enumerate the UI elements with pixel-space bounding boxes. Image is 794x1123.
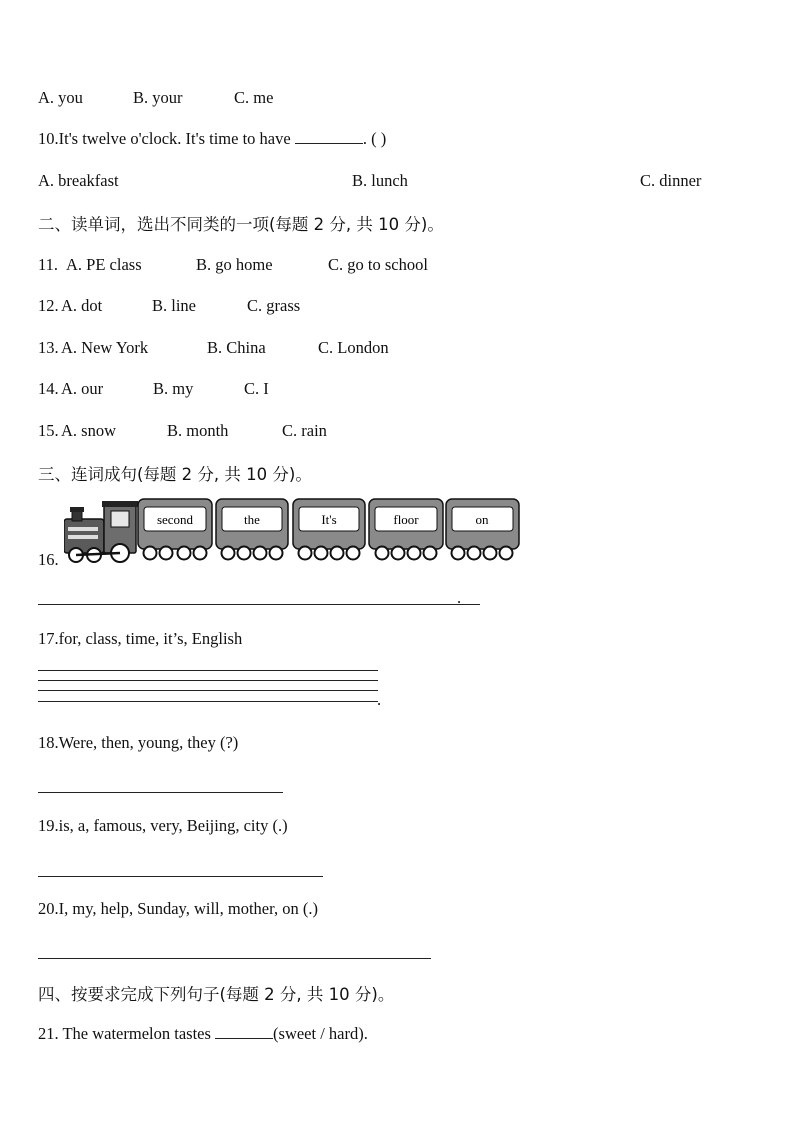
q13-option-c: C. London — [318, 338, 389, 357]
train-illustration — [64, 495, 526, 565]
q17-answer-line-4[interactable] — [38, 701, 378, 702]
q14-option-a: A. our — [61, 379, 104, 398]
q12-option-c: C. grass — [247, 296, 301, 315]
q16-answer-line[interactable] — [38, 604, 480, 605]
q21-stem-end: (sweet / hard). — [273, 1024, 368, 1043]
q10-option-b: B. lunch — [352, 171, 408, 190]
q18-prompt: 18.Were, then, young, they (?) — [38, 733, 239, 752]
q11-number: 11. — [38, 255, 59, 274]
carriage-3 — [293, 499, 365, 560]
q19-answer-line[interactable] — [38, 876, 323, 877]
train-word-1: second — [156, 512, 194, 527]
q21-blank[interactable] — [215, 1038, 273, 1039]
q12-option-b: B. line — [152, 296, 196, 315]
q15-option-c: C. rain — [282, 421, 327, 440]
q17-answer-line-3[interactable] — [38, 690, 378, 691]
q9-option-a: A. you — [38, 88, 83, 107]
q15-number: 15. — [38, 421, 59, 440]
train-word-3: It's — [321, 512, 337, 527]
q9-option-b: B. your — [133, 88, 183, 107]
q15-option-b: B. month — [167, 421, 229, 440]
q10-option-c: C. dinner — [640, 171, 702, 190]
q13-option-a: A. New York — [61, 338, 149, 357]
train-word-2: the — [244, 512, 260, 527]
q19-prompt: 19.is, a, famous, very, Beijing, city (.) — [38, 816, 288, 835]
carriage-4 — [369, 499, 443, 560]
q18-answer-line[interactable] — [38, 792, 283, 793]
q13-option-b: B. China — [207, 338, 266, 357]
q21-stem-text: 21. The watermelon tastes — [38, 1024, 211, 1043]
section3-heading: 三、连词成句(每题 2 分, 共 10 分)。 — [38, 465, 312, 484]
q11-option-b: B. go home — [196, 255, 273, 274]
section4-heading: 四、按要求完成下列句子(每题 2 分, 共 10 分)。 — [38, 985, 395, 1004]
q11-option-c: C. go to school — [328, 255, 428, 274]
q14-number: 14. — [38, 379, 59, 398]
q16-period: . — [457, 588, 462, 607]
q16-number: 16. — [38, 550, 59, 569]
q17-period: . — [377, 690, 382, 709]
carriage-1 — [138, 499, 212, 560]
q10-stem-end: . ( ) — [362, 129, 387, 148]
q10-blank[interactable] — [295, 143, 363, 144]
q10-stem-text: 10.It's twelve o'clock. It's time to have — [38, 129, 291, 148]
q21-stem — [38, 1024, 368, 1044]
q9-option-c: C. me — [234, 88, 274, 107]
q17-prompt: 17.for, class, time, it’s, English — [38, 629, 243, 648]
q15-option-a: A. snow — [61, 421, 117, 440]
locomotive-icon — [64, 501, 138, 562]
q14-option-c: C. I — [244, 379, 269, 398]
q20-prompt: 20.I, my, help, Sunday, will, mother, on (.) — [38, 899, 318, 918]
q11-option-a: A. PE class — [66, 255, 142, 274]
train-word-4: floor — [393, 512, 419, 527]
q20-answer-line[interactable] — [38, 958, 431, 959]
q10-stem — [38, 129, 386, 149]
q13-number: 13. — [38, 338, 59, 357]
q12-number: 12. — [38, 296, 59, 315]
train-word-5: on — [475, 512, 489, 527]
q14-option-b: B. my — [153, 379, 194, 398]
carriage-2 — [216, 499, 288, 560]
section2-heading: 二、读单词，选出不同类的一项(每题 2 分, 共 10 分)。 — [38, 215, 444, 234]
q12-option-a: A. dot — [61, 296, 103, 315]
carriage-5 — [446, 499, 519, 560]
q10-option-a: A. breakfast — [38, 171, 119, 190]
q17-answer-line-1[interactable] — [38, 670, 378, 671]
q17-answer-line-2[interactable] — [38, 680, 378, 681]
